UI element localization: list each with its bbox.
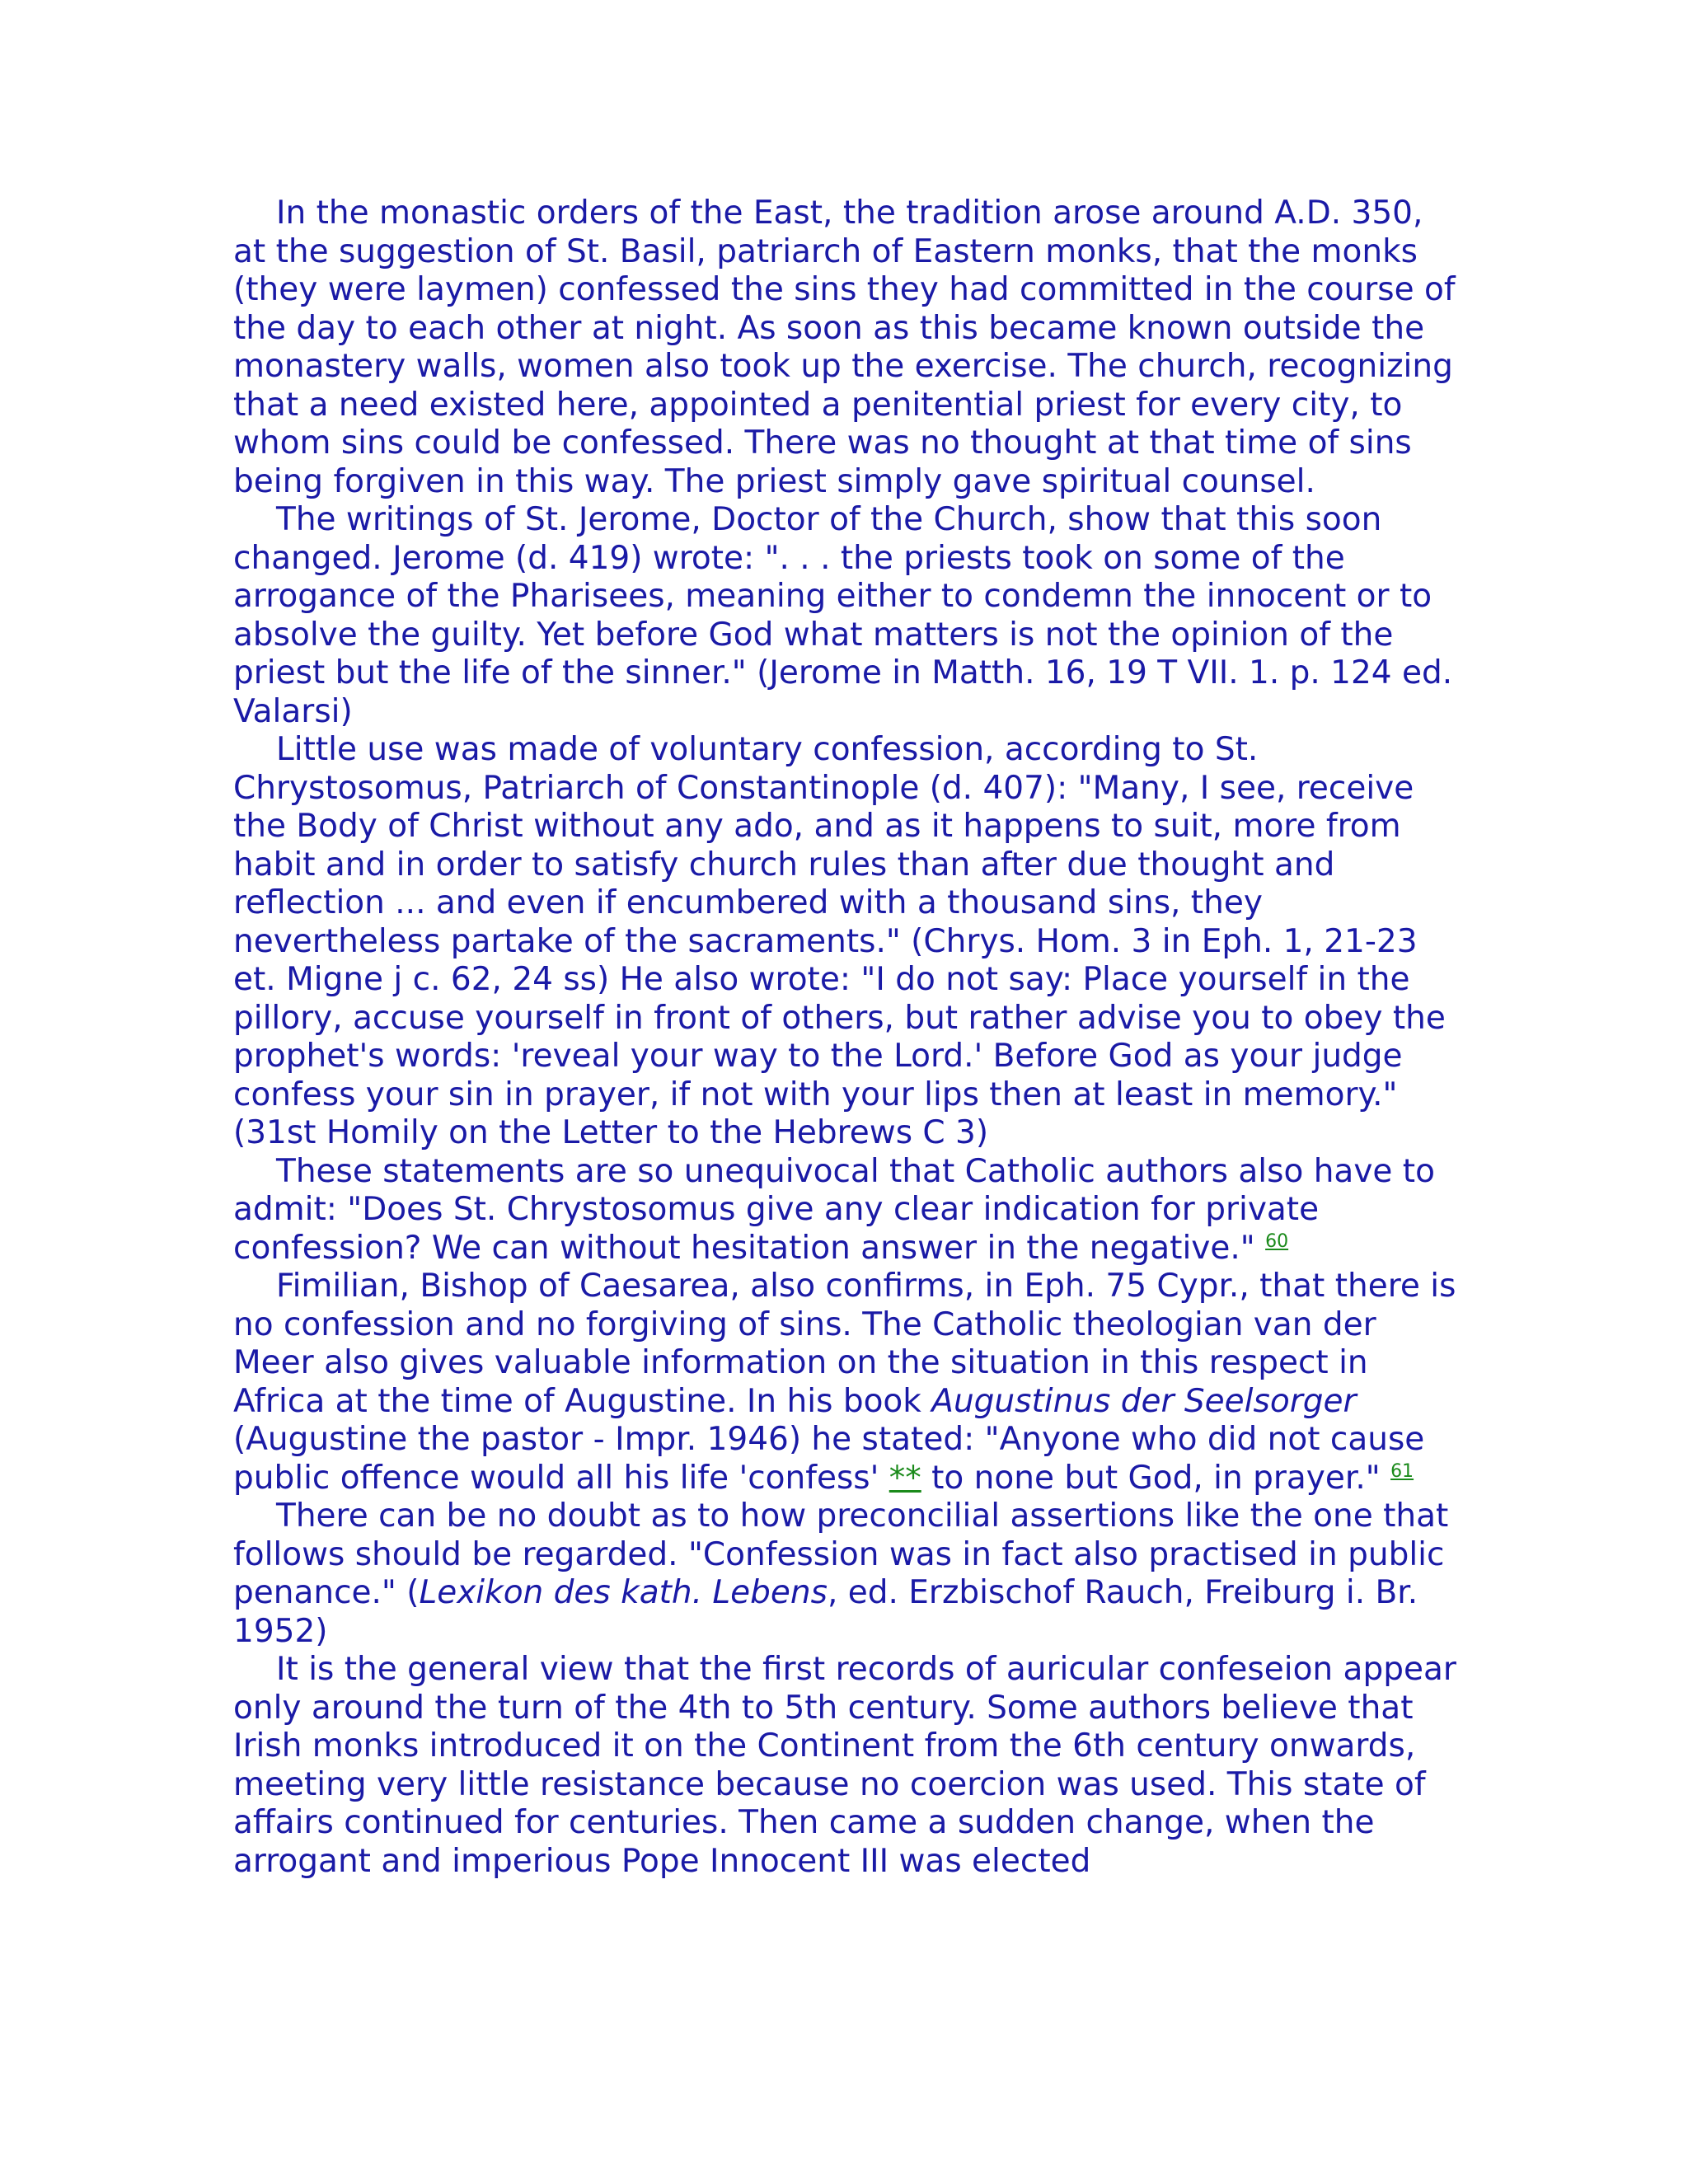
paragraph-text: It is the general view that the first records of auricular confeseion appear only around the turn of the 4th to 5th century. Some authors believe that Irish monks introduced it on the Continent from the 6th century onwards, meeting very little resistance because no coercion was used. This state of affairs continued for centuries. Then came a sudden change, when the arrogant and imperious Pope Innocent III was elected xyxy=(233,1651,1456,1880)
footnote-link[interactable]: 60 xyxy=(1265,1230,1289,1252)
paragraph-text: to none but God, in prayer." xyxy=(921,1459,1391,1497)
paragraph xyxy=(233,1651,1461,1881)
paragraph-text: Fimilian, Bishop of Caesarea, also confirms, in Eph. 75 Cypr., that there is no confession and no forgiving of sins. The Catholic theologian van der Meer also gives valuable information on the situation in this respect in Africa at the time of Augustine. In his book xyxy=(233,1268,1456,1420)
paragraph xyxy=(233,194,1461,501)
paragraph-text: Little use was made of voluntary confession, according to St. Chrystosomus, Patriarch of Constantinople (d. 407): "Many, I see, receive the Body of Christ without any ado, and as it happens to suit, more from habit and in order to satisfy church rules than after due thought and reflection ... and even if encumbered with a thousand sins, they nevertheless partake of the sacraments." (Chrys. Hom. 3 in Eph. 1, 21-23 et. Migne j c. 62, 24 ss) He also wrote: "I do not say: Place yourself in the pillory, accuse yourself in front of others, but rather advise you to obey the prophet's words: 'reveal your way to the Lord.' Before God as your judge confess your sin in prayer, if not with your lips then at least in memory." (31st Homily on the Letter to the Hebrews C 3) xyxy=(233,731,1446,1151)
paragraph xyxy=(233,731,1461,1153)
paragraph xyxy=(233,1268,1461,1497)
paragraph-text: , ed. Erzbischof Rauch, Freiburg i. Br. 1952) xyxy=(233,1574,1418,1650)
paragraph-text: These statements are so unequivocal that Catholic authors also have to admit: "Does St. Chrystosomus give any clear indication for private confession? We can without hesitation answer in the negative." xyxy=(233,1152,1435,1267)
paragraph xyxy=(233,501,1461,731)
italic-title: Lexikon des kath. Lebens xyxy=(419,1574,828,1611)
paragraph-text: There can be no doubt as to how preconcilial assertions like the one that follows should be regarded. "Confession was in fact also practised in public penance." ( xyxy=(233,1497,1449,1611)
paragraph-text: In the monastic orders of the East, the tradition arose around A.D. 350, at the suggestion of St. Basil, patriarch of Eastern monks, that the monks (they were laymen) confessed the sins they had committed in the course of the day to each other at night. As soon as this became known outside the monastery walls, women also took up the exercise. The church, recognizing that a need existed here, appointed a penitential priest for every city, to whom sins could be confessed. There was no thought at that time of sins being forgiven in this way. The priest simply gave spiritual counsel. xyxy=(233,194,1456,500)
note-link[interactable]: ** xyxy=(889,1459,921,1497)
paragraph-text: The writings of St. Jerome, Doctor of the Church, show that this soon changed. Jerome (d. 419) wrote: ". . . the priests took on some of the arrogance of the Pharisees, meaning either to condemn the innocent or to absolve the guilty. Yet before God what matters is not the opinion of the priest but the life of the sinner." (Jerome in Matth. 16, 19 T VII. 1. p. 124 ed. Valarsi) xyxy=(233,501,1453,730)
italic-title: Augustinus der Seelsorger xyxy=(931,1382,1357,1420)
footnote-link[interactable]: 61 xyxy=(1390,1460,1414,1482)
paragraph xyxy=(233,1153,1461,1268)
document-body xyxy=(233,194,1461,1881)
paragraph xyxy=(233,1497,1461,1651)
paragraph-text: (Augustine the pastor - Impr. 1946) he stated: "Anyone who did not cause public offence would all his life 'confess' xyxy=(233,1421,1425,1497)
